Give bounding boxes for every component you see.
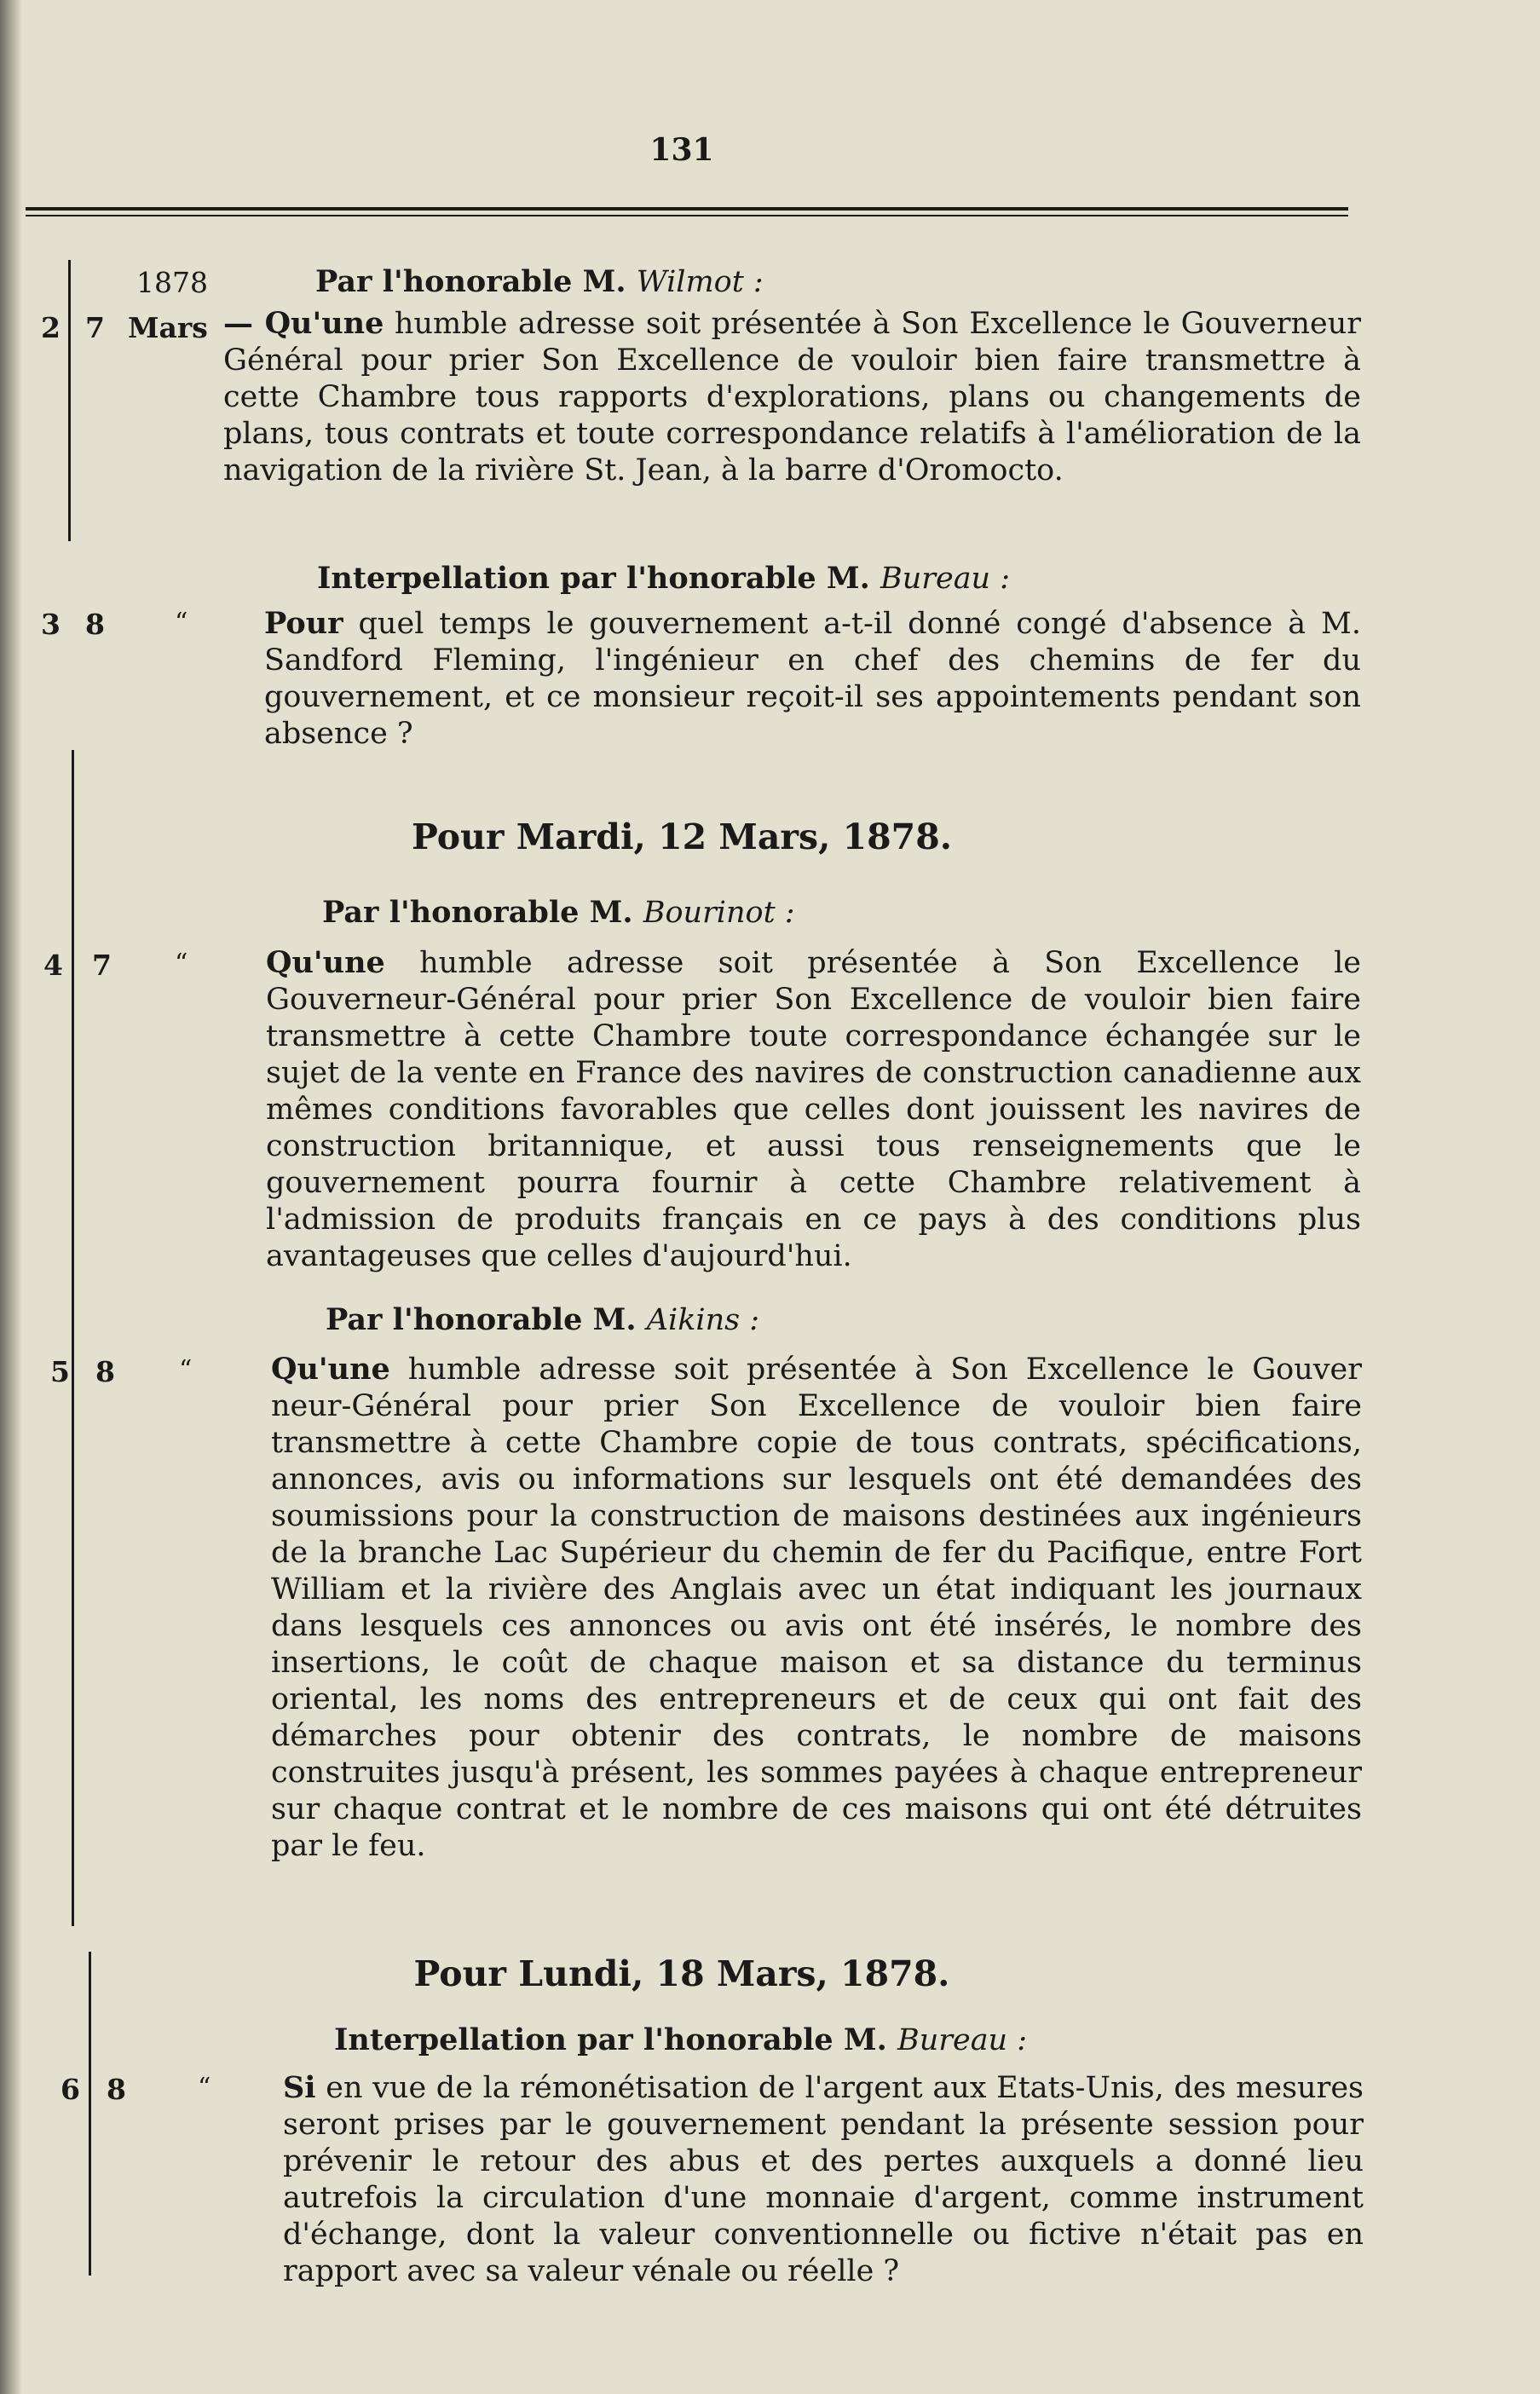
entry-body: humble adresse soit présentée à Son Excellence le Gouverneur Général pour prier Son Excellence de vouloir bien faire transmettre à cette Chambre tous rapports d'explorations, plans ou changements de plans, tous contrats et toute correspondance relatifs à l'amélioration de la navigation de la rivière St. Jean, à la barre d'Oromocto.: [223, 307, 1361, 487]
mover-prefix: Par l'honorable M.: [322, 895, 633, 930]
mover-prefix: Interpellation par l'honorable M.: [317, 561, 870, 596]
entry-text: [266, 944, 1361, 1275]
entry-mover: [326, 1302, 759, 1337]
header-rule: [26, 207, 1348, 211]
entry-day: 8: [85, 608, 105, 641]
page-number: 131: [649, 132, 714, 168]
entry-number: 5: [50, 1355, 70, 1388]
entry-mover: [322, 895, 795, 930]
ditto-mark: “: [175, 949, 188, 978]
entry-mover: [317, 561, 1010, 596]
entry-day: 7: [85, 311, 105, 344]
entry-body: humble adresse soit présentée à Son Excellence le Gouverneur-Général pour prier Son Excellence de vouloir bien faire transmettre à cette Chambre toute correspondance échangée sur le sujet de la vente en France des navires de construction canadienne aux mêmes conditions favorables que celles dont jouissent les navires de construction britannique, et aussi tous renseignements que le gouvernement pourra fournir à cette Chambre relativement à l'admission de produits français en ce pays à des conditions plus avantageuses que celles d'aujourd'hui.: [266, 946, 1361, 1273]
mover-prefix: Par l'honorable M.: [326, 1302, 637, 1337]
margin-column-line: [68, 260, 71, 541]
mover-name: Bourinot :: [643, 896, 795, 930]
entry-number: 3: [41, 608, 61, 641]
book-binding-edge: [0, 0, 22, 2394]
entry-body: humble adresse soit présentée à Son Excellence le Gouver neur-Général pour prier Son Excellence de vouloir bien faire transmettre à cette Chambre copie de tous contrats, spécifications, annonces, avis ou informations sur lesquels ont été demandées des soumissions pour la construction de maisons destinées aux ingénieurs de la branche Lac Supérieur du chemin de fer du Pacifique, entre Fort William et la rivière des Anglais avec un état indiquant les journaux dans lesquels ces annonces ou avis ont été insérés, le nombre des insertions, le coût de chaque maison et sa distance du terminus oriental, les noms des entrepreneurs et de ceux qui ont fait des démarches pour obtenir des contrats, le nombre de maisons construites jusqu'à présent, les sommes payées à chaque entrepreneur sur chaque contrat et le nombre de ces maisons qui ont été détruites par le feu.: [271, 1353, 1362, 1863]
entry-lead: Si: [283, 2070, 316, 2105]
entry-number: 2: [41, 311, 61, 344]
mover-name: Bureau :: [880, 562, 1011, 596]
header-rule-thin: [26, 215, 1348, 216]
entry-lead: Pour: [264, 606, 343, 641]
entry-year: 1878: [136, 266, 208, 299]
entry-day: 7: [92, 949, 112, 982]
section-heading: Pour Lundi, 18 Mars, 1878.: [413, 1953, 950, 1994]
entry-day: 8: [95, 1355, 115, 1388]
entry-number: 6: [61, 2073, 80, 2106]
mover-prefix: Interpellation par l'honorable M.: [334, 2022, 887, 2057]
entry-lead: Qu'une: [271, 1352, 390, 1387]
entry-lead: — Qu'une: [223, 306, 384, 341]
entry-day: 8: [107, 2073, 126, 2106]
margin-column-line: [72, 750, 74, 1926]
entry-body: en vue de la rémonétisation de l'argent aux Etats-Unis, des mesures seront prises par le gouvernement pendant la présente session pour prévenir le retour des abus et des pertes auxquels a donné lieu autrefois la circulation d'une monnaie d'argent, comme instrument d'échange, dont la valeur conventionnelle ou fictive n'était pas en rapport avec sa valeur vénale ou réelle ?: [283, 2071, 1364, 2288]
ditto-mark: “: [198, 2073, 211, 2103]
entry-text: [264, 605, 1361, 753]
entry-text: [271, 1351, 1362, 1865]
mover-prefix: Par l'honorable M.: [315, 264, 626, 299]
entry-month: Mars: [128, 311, 208, 344]
section-heading: Pour Mardi, 12 Mars, 1878.: [412, 816, 952, 857]
entry-mover: [334, 2022, 1027, 2057]
mover-name: Wilmot :: [636, 265, 764, 299]
entry-lead: Qu'une: [266, 945, 385, 980]
margin-column-line: [89, 1952, 91, 2276]
entry-text: [283, 2069, 1364, 2290]
entry-body: quel temps le gouvernement a-t-il donné congé d'absence à M. Sandford Fleming, l'ingénieur en chef des chemins de fer du gouvernement, et ce monsieur reçoit-il ses appointements pendant son absence ?: [264, 607, 1361, 751]
mover-name: Aikins :: [646, 1303, 760, 1337]
entry-mover: [315, 264, 764, 299]
ditto-mark: “: [175, 608, 188, 637]
mover-name: Bureau :: [897, 2023, 1028, 2057]
entry-text: [223, 305, 1361, 489]
ditto-mark: “: [179, 1355, 193, 1385]
entry-number: 4: [43, 949, 63, 982]
